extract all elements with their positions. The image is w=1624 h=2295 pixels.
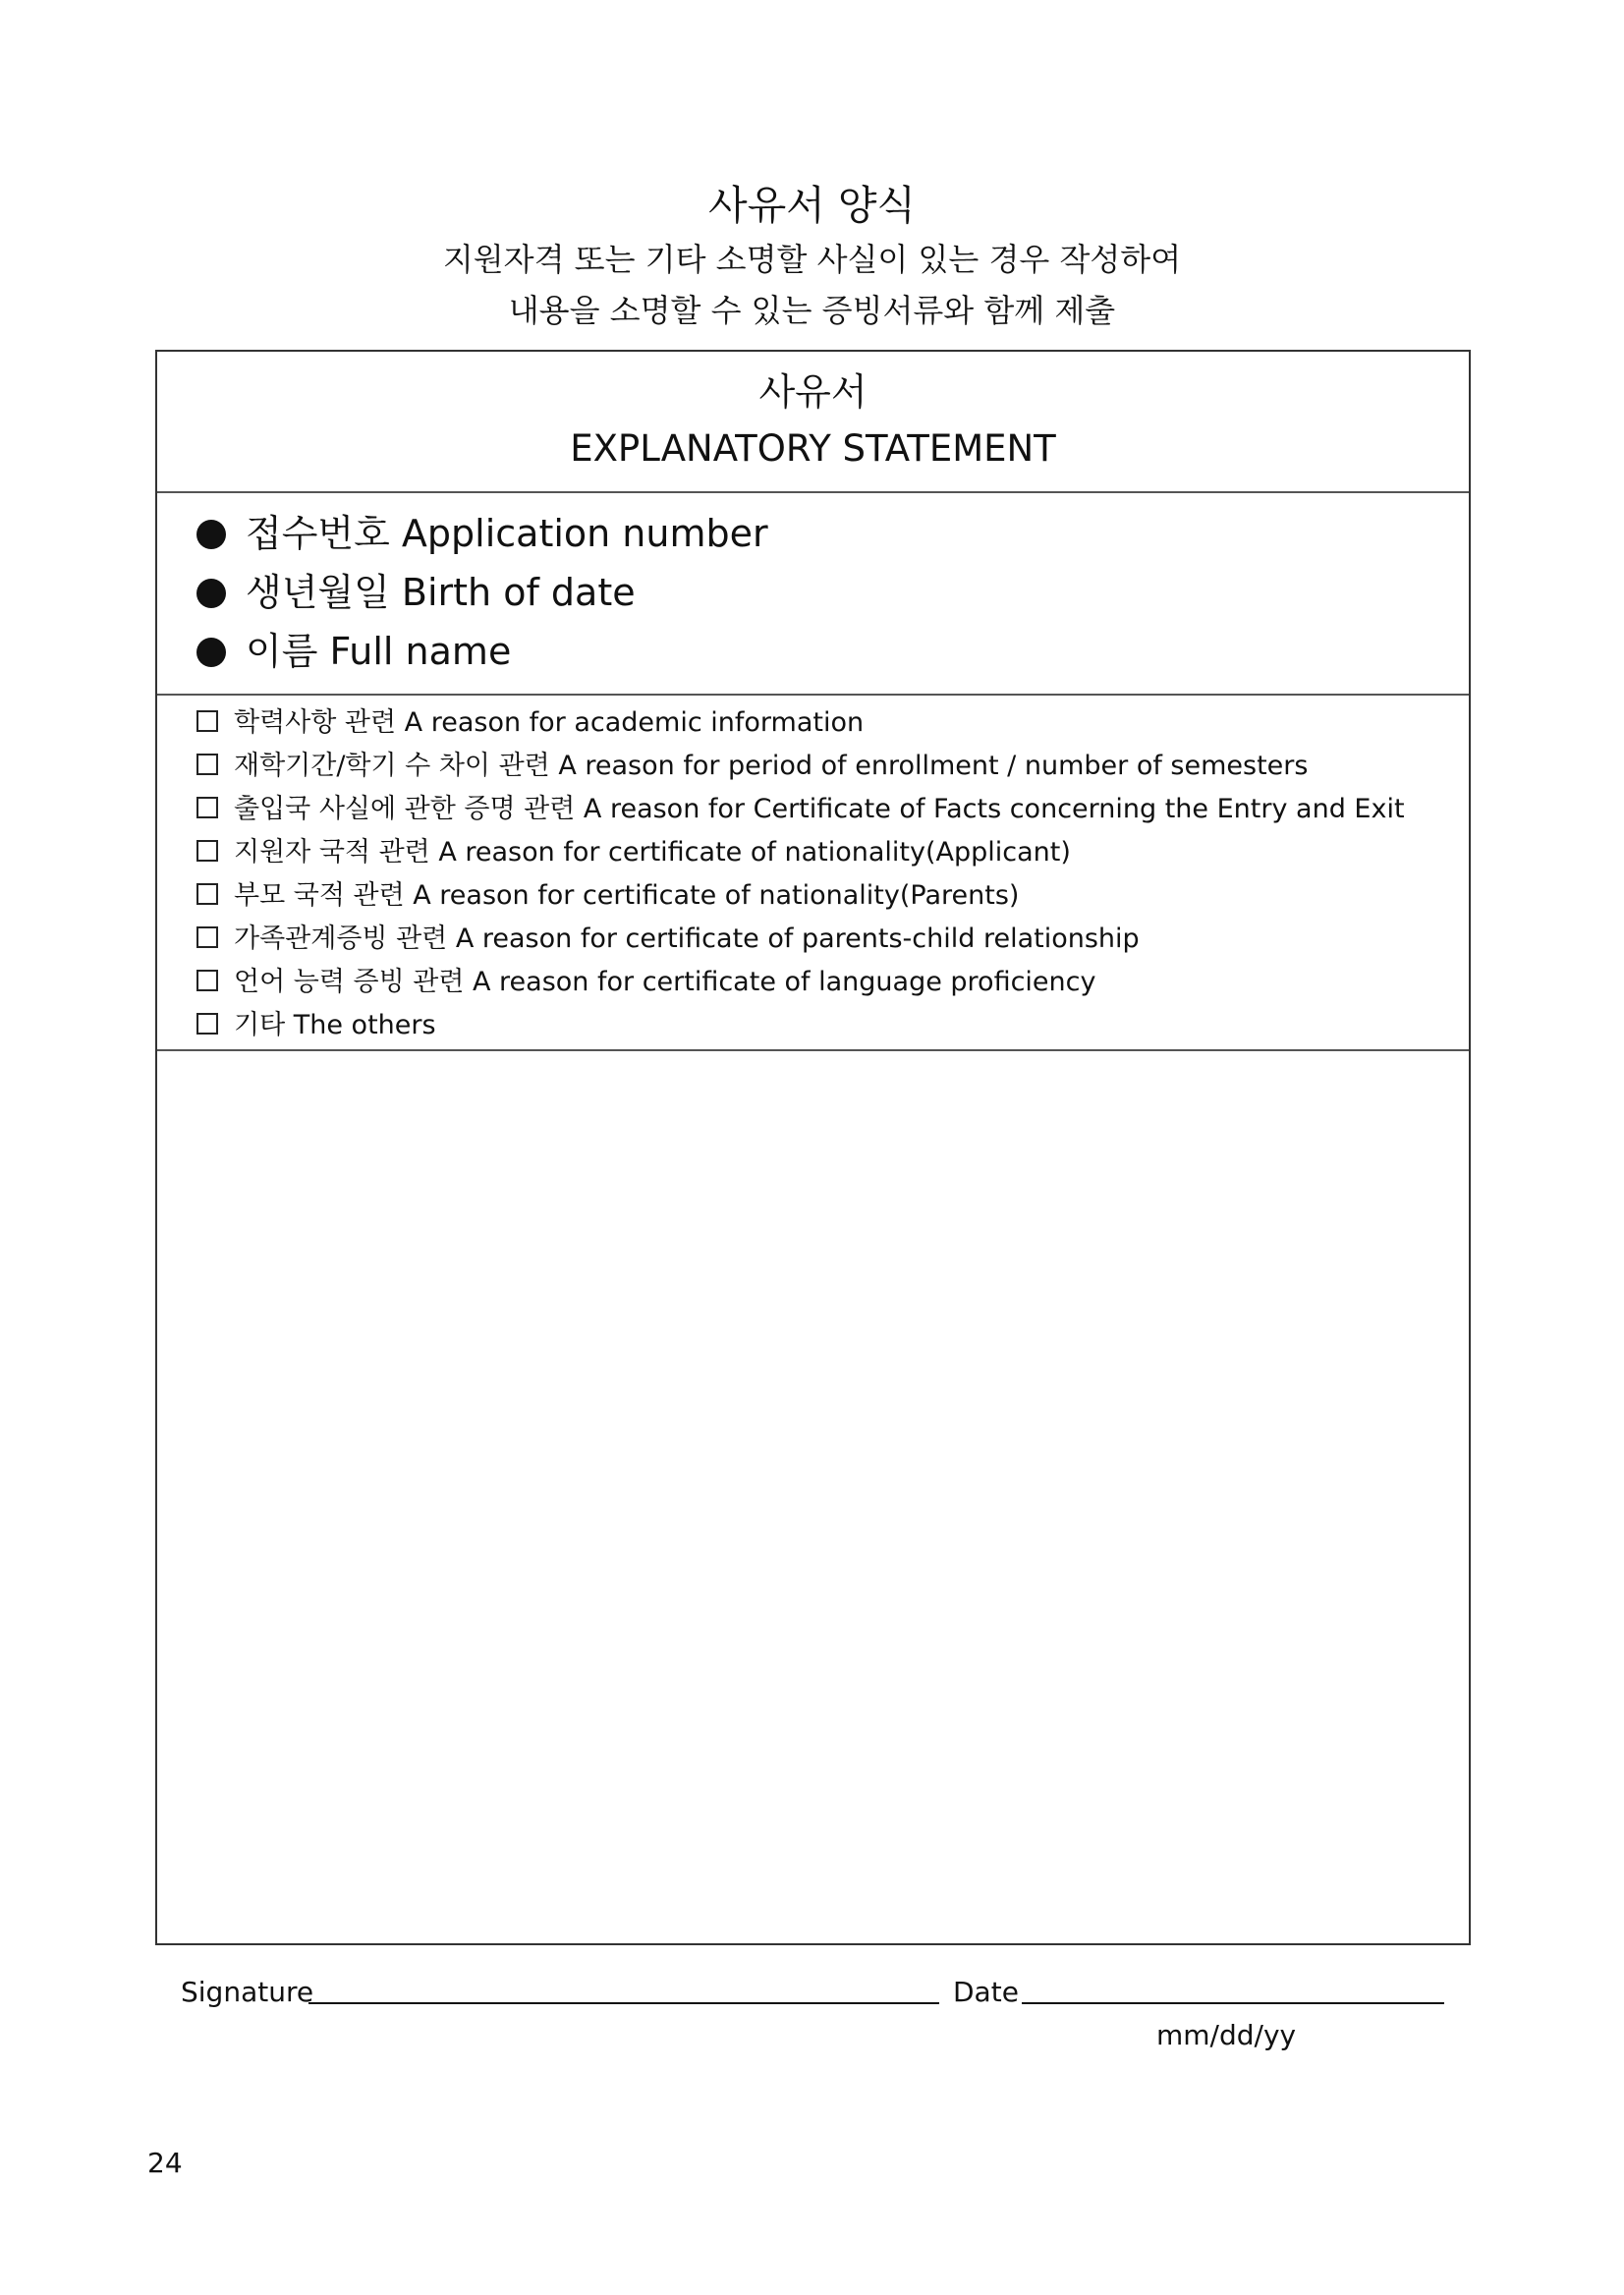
checkbox-icon[interactable] bbox=[196, 926, 218, 948]
bullet-icon bbox=[196, 520, 226, 549]
page-number: 24 bbox=[147, 2147, 183, 2179]
bullet-icon bbox=[196, 638, 226, 667]
statement-form bbox=[155, 350, 1471, 1945]
birth-date-field[interactable] bbox=[196, 568, 636, 617]
reason-options-section bbox=[157, 696, 1469, 1051]
date-format-hint: mm/dd/yy bbox=[1156, 2019, 1297, 2051]
reason-option-academic[interactable] bbox=[196, 705, 864, 741]
instruction-line-1: 지원자격 또는 기타 소명할 사실이 있는 경우 작성하여 bbox=[442, 241, 1182, 278]
reason-option-label: 출입국 사실에 관한 증명 관련 A reason for Certificate of Facts concerning the Entry and Exit bbox=[234, 794, 1405, 824]
reason-option-label: 가족관계증빙 관련 A reason for certificate of parents-child relationship bbox=[234, 924, 1140, 954]
reason-option-applicant-nationality[interactable] bbox=[196, 835, 1071, 870]
form-heading-section bbox=[157, 352, 1469, 493]
reason-option-family-relationship[interactable] bbox=[196, 922, 1140, 957]
page-title: 사유서 양식 bbox=[707, 182, 917, 229]
reason-option-label: 부모 국적 관련 A reason for certificate of nationality(Parents) bbox=[234, 880, 1020, 911]
form-heading-korean: 사유서 bbox=[758, 370, 868, 414]
signature-label: Signature bbox=[181, 1976, 314, 2008]
checkbox-icon[interactable] bbox=[196, 1013, 218, 1035]
date-label: Date bbox=[953, 1976, 1019, 2008]
checkbox-icon[interactable] bbox=[196, 970, 218, 991]
reason-option-language[interactable] bbox=[196, 965, 1095, 1000]
bullet-icon bbox=[196, 579, 226, 608]
checkbox-icon[interactable] bbox=[196, 797, 218, 818]
form-heading-english: EXPLANATORY STATEMENT bbox=[570, 427, 1056, 470]
birth-date-label: 생년월일 Birth of date bbox=[246, 571, 636, 614]
reason-option-label: 언어 능력 증빙 관련 A reason for certificate of language proficiency bbox=[234, 967, 1096, 997]
full-name-label: 이름 Full name bbox=[246, 630, 512, 673]
full-name-field[interactable] bbox=[196, 627, 511, 676]
reason-option-parents-nationality[interactable] bbox=[196, 878, 1019, 914]
checkbox-icon[interactable] bbox=[196, 883, 218, 905]
reason-option-label: 기타 The others bbox=[234, 1010, 436, 1040]
statement-text-area[interactable] bbox=[157, 1051, 1469, 1943]
application-number-field[interactable] bbox=[196, 509, 768, 558]
reason-option-enrollment[interactable] bbox=[196, 749, 1308, 784]
instruction-line-2: 내용을 소명할 수 있는 증빙서류와 함께 제출 bbox=[508, 292, 1116, 329]
checkbox-icon[interactable] bbox=[196, 710, 218, 732]
reason-option-label: 지원자 국적 관련 A reason for certificate of nationality(Applicant) bbox=[234, 837, 1071, 868]
applicant-info-section bbox=[157, 493, 1469, 696]
checkbox-icon[interactable] bbox=[196, 754, 218, 775]
reason-option-label: 재학기간/학기 수 차이 관련 A reason for period of enrollment / number of semesters bbox=[234, 751, 1309, 781]
reason-option-label: 학력사항 관련 A reason for academic information bbox=[234, 707, 865, 738]
reason-option-others[interactable] bbox=[196, 1008, 436, 1043]
signature-line[interactable] bbox=[308, 2002, 939, 2004]
application-number-label: 접수번호 Application number bbox=[246, 512, 768, 555]
checkbox-icon[interactable] bbox=[196, 840, 218, 862]
date-line[interactable] bbox=[1022, 2002, 1444, 2004]
reason-option-entry-exit[interactable] bbox=[196, 792, 1405, 827]
